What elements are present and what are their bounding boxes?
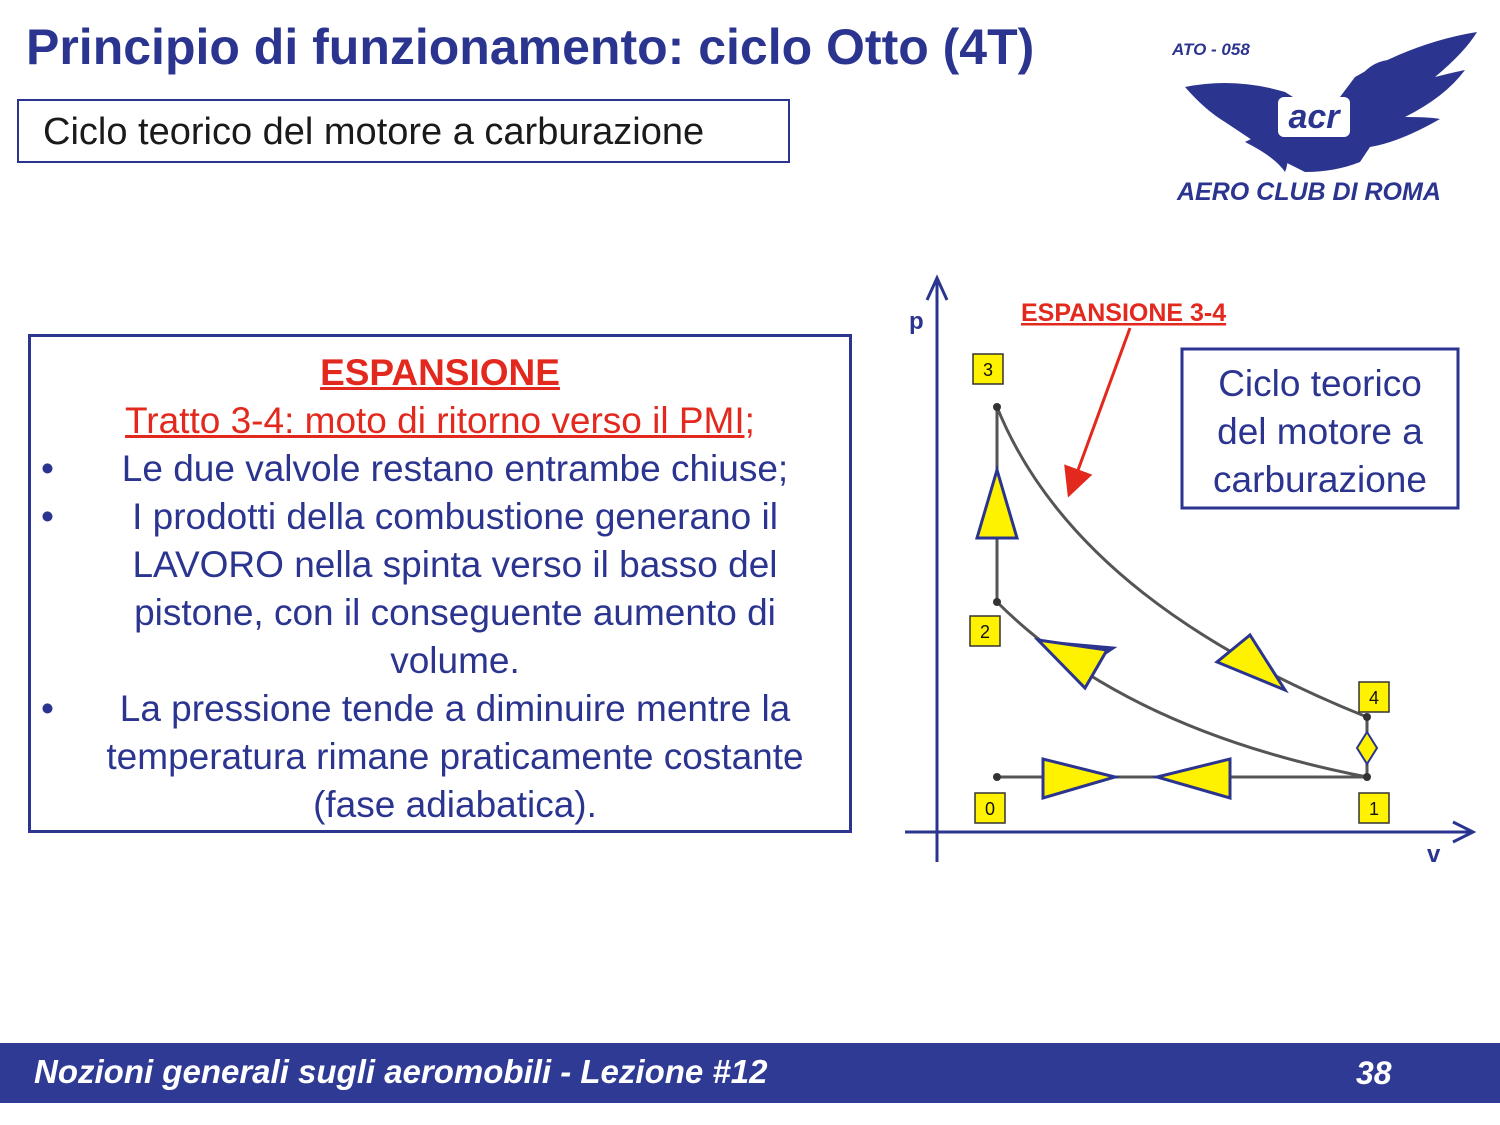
direction-arrow-intake (1043, 759, 1115, 798)
svg-text:2: 2 (979, 622, 991, 642)
logo-name: AERO CLUB DI ROMA (1177, 178, 1441, 206)
svg-text:1: 1 (1368, 799, 1380, 819)
svg-text:4: 4 (1368, 688, 1380, 708)
page-title: Principio di funzionamento: ciclo Otto (4T) (26, 19, 1035, 75)
vertex-1 (1363, 773, 1371, 781)
direction-arrow-expansion (1217, 635, 1285, 690)
point-label-0 (975, 793, 1005, 823)
cycle-legend-line: carburazione (1213, 459, 1427, 500)
footer-course-title: Nozioni generali sugli aeromobili - Lezione #12 (34, 1053, 768, 1090)
expansion-annotation: ESPANSIONE 3-4 (1021, 299, 1227, 327)
svg-text:3: 3 (982, 360, 994, 380)
logo-monogram: acr (1288, 98, 1340, 136)
bullet-text: Le due valvole restano entrambe chiuse; (121, 448, 789, 489)
bullet-marker: • (41, 448, 54, 489)
point-label-1 (1359, 793, 1389, 823)
page-number: 38 (1356, 1055, 1392, 1091)
cycle-legend-line: Ciclo teorico (1218, 363, 1422, 404)
svg-text:0: 0 (984, 799, 996, 819)
vertex-0 (993, 773, 1001, 781)
bullet-marker: • (41, 688, 54, 729)
logo-code: ATO - 058 (1172, 40, 1250, 59)
expansion-subheading: Tratto 3-4: moto di ritorno verso il PMI; (125, 400, 755, 441)
vertex-2 (993, 598, 1001, 606)
direction-arrow-up (977, 470, 1017, 538)
otto-cycle-diagram (875, 270, 1485, 890)
x-axis-label: v (1427, 841, 1441, 868)
vertex-3 (993, 403, 1001, 411)
subtitle-box: Ciclo teorico del motore a carburazione (17, 99, 790, 163)
direction-arrow-exhaust (1157, 759, 1230, 798)
bullet-text: La pressione tende a diminuire mentre la temperatura rimane praticamente costante (fase adiabatica). (106, 688, 804, 825)
expansion-heading: ESPANSIONE (320, 352, 560, 393)
vertex-4 (1363, 713, 1371, 721)
bullet-text: I prodotti della combustione generano il LAVORO nella spinta verso il basso del pistone, con il conseguente aumento di volume. (132, 496, 778, 681)
compression-curve-1-2 (997, 602, 1367, 777)
point-label-2 (970, 616, 1000, 646)
direction-arrow-vertical (1357, 732, 1377, 764)
bullet-marker: • (41, 496, 54, 537)
cycle-legend-line: del motore a (1217, 411, 1423, 452)
point-label-4 (1359, 682, 1389, 712)
y-axis-label: p (909, 308, 924, 335)
expansion-text-box (28, 334, 852, 833)
footer-bar (0, 1043, 1500, 1103)
point-label-3 (973, 354, 1003, 384)
annotation-arrow (1070, 328, 1130, 492)
